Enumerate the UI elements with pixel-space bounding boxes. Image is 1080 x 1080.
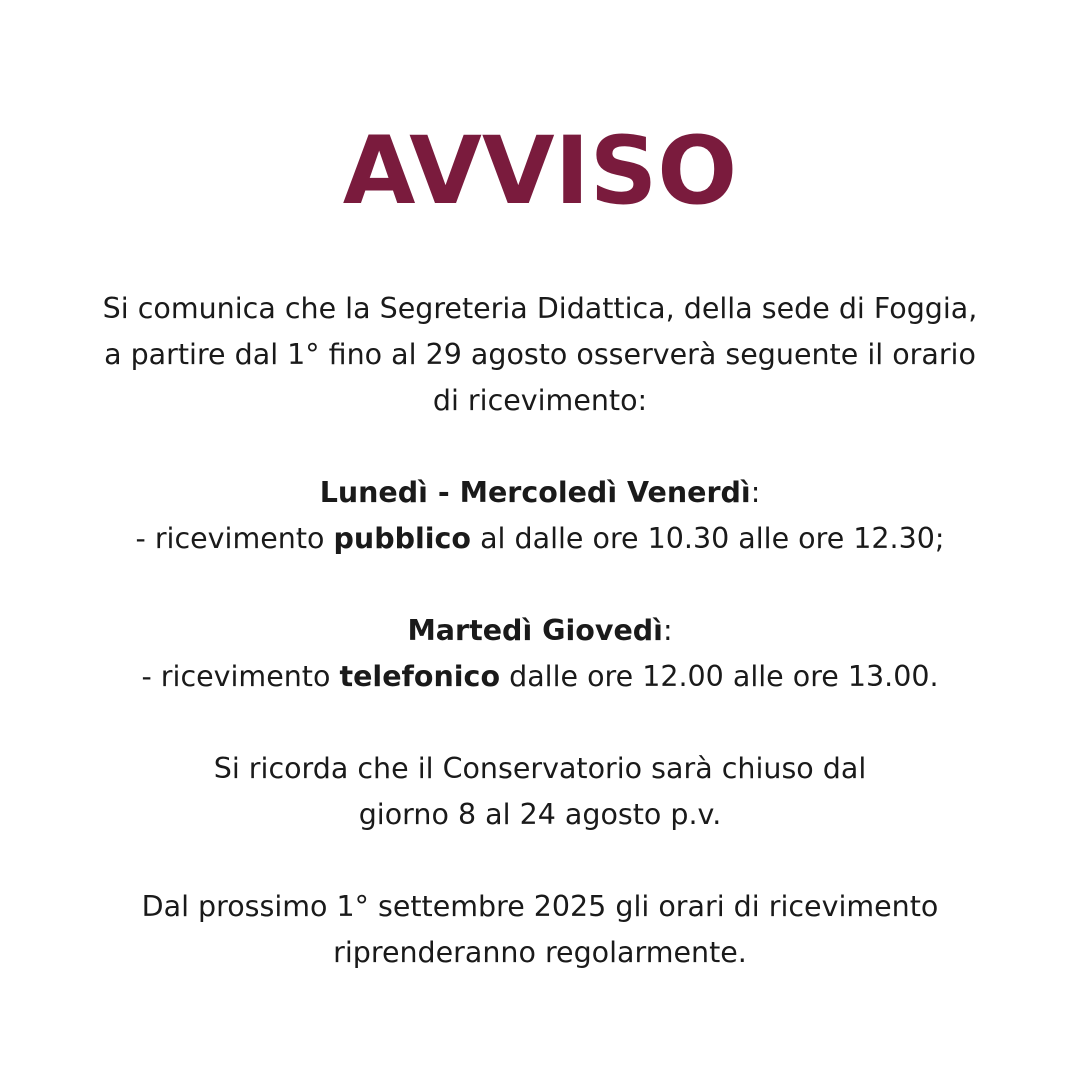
schedule-b-days: Martedì Giovedì <box>407 614 663 647</box>
schedule-a-prefix: - ricevimento <box>135 522 334 555</box>
schedule-a-type: pubblico <box>333 522 472 555</box>
schedule-a-days: Lunedì - Mercoledì Venerdì <box>319 476 751 509</box>
schedule-b-days-line <box>30 608 1050 654</box>
schedule-b-days-colon: : <box>662 614 673 647</box>
notice-body <box>30 286 1050 976</box>
schedule-b-type: telefonico <box>339 660 501 693</box>
closure-line-2: giorno 8 al 24 agosto p.v. <box>358 798 722 831</box>
schedule-b-detail-line <box>30 654 1050 700</box>
schedule-b-suffix: dalle ore 12.00 alle ore 13.00. <box>500 660 939 693</box>
spacer <box>30 424 1050 470</box>
schedule-a-detail-line <box>30 516 1050 562</box>
schedule-a-days-line <box>30 470 1050 516</box>
intro-line-3: di ricevimento: <box>432 384 648 417</box>
resume-line-2: riprenderanno regolarmente. <box>333 936 747 969</box>
closure-line-1: Si ricorda che il Conservatorio sarà chiuso dal <box>213 752 867 785</box>
intro-line-2: a partire dal 1° fino al 29 agosto osserverà seguente il orario <box>104 338 976 371</box>
spacer <box>30 838 1050 884</box>
schedule-a-days-colon: : <box>750 476 761 509</box>
resume-line-1: Dal prossimo 1° settembre 2025 gli orari di ricevimento <box>141 890 939 923</box>
intro-line-1: Si comunica che la Segreteria Didattica, della sede di Foggia, <box>102 292 978 325</box>
spacer <box>30 700 1050 746</box>
schedule-b-prefix: - ricevimento <box>141 660 340 693</box>
schedule-a-suffix: al dalle ore 10.30 alle ore 12.30; <box>471 522 945 555</box>
spacer <box>30 562 1050 608</box>
notice-title: AVVISO <box>342 117 738 226</box>
